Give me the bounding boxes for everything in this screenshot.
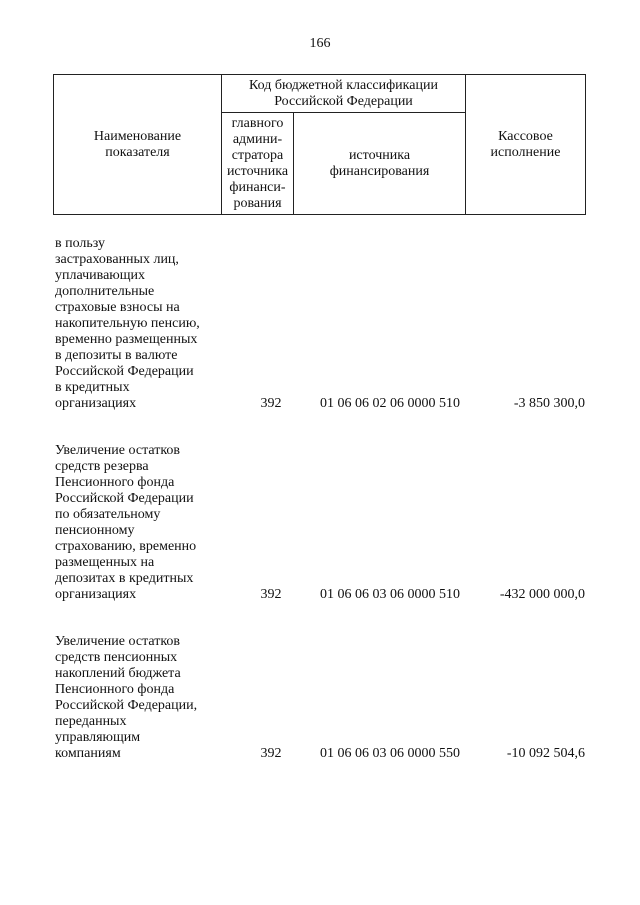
row-admin-code: 392 (260, 746, 282, 761)
row-source-code: 01 06 06 03 06 0000 550 (320, 746, 460, 761)
row-amount: -3 850 300,0 (513, 396, 585, 411)
row-amount: -432 000 000,0 (499, 587, 585, 602)
header-amount-column: Кассовое исполнение (466, 75, 586, 215)
row-name: Увеличение остатков средств пенсионных накоплений бюджета Пенсионного фонда Российской Федерации, переданных управляющим компаниям (55, 634, 198, 761)
row-name: Увеличение остатков средств резерва Пенсионного фонда Российской Федерации по обязательному пенсионному страхованию, временно размещенных на депозитах в кредитных организациях (55, 443, 197, 602)
row-name: в пользу застрахованных лиц, уплачивающих дополнительные страховые взносы на накопительную пенсию, временно размещенных в депозиты в валюте Российской Федерации в кредитных организациях (55, 236, 200, 411)
header-name-column: Наименование показателя (54, 75, 222, 215)
header-code-group: Код бюджетной классификации Российской Федерации (222, 75, 466, 113)
row-amount: -10 092 504,6 (506, 746, 585, 761)
header-source-column: источника финансирования (294, 113, 466, 215)
table-header (53, 74, 586, 215)
page-number: 166 (309, 36, 331, 51)
table-row (55, 634, 585, 766)
row-admin-code: 392 (260, 587, 282, 602)
row-admin-code: 392 (260, 396, 282, 411)
table-row (55, 443, 585, 607)
row-source-code: 01 06 06 02 06 0000 510 (320, 396, 460, 411)
table-row (55, 236, 585, 416)
header-admin-column: главного админи- стратора источника финанси- рования (222, 113, 294, 215)
row-source-code: 01 06 06 03 06 0000 510 (320, 587, 460, 602)
